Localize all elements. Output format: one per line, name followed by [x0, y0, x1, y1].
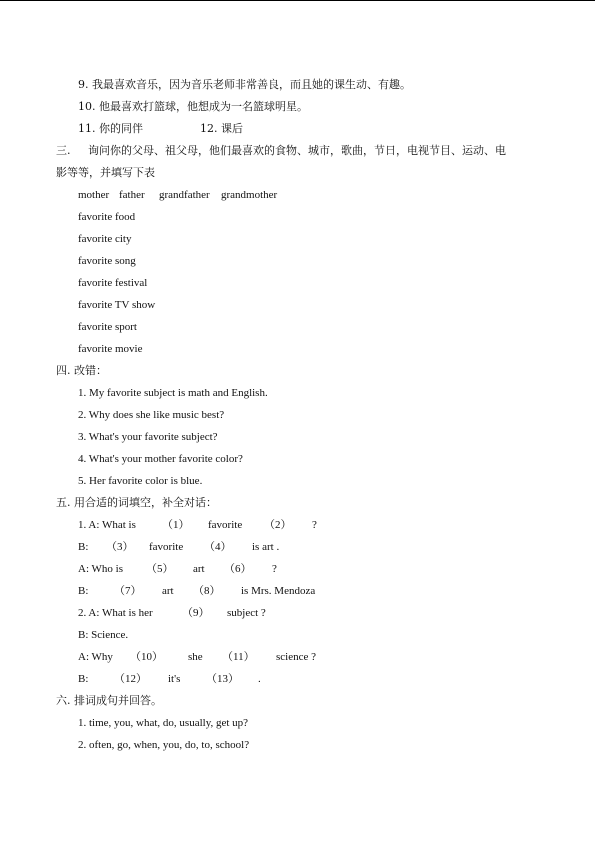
table-row: favorite movie [78, 343, 143, 355]
dialogue-text: subject ? [227, 607, 266, 619]
dialogue-text: ? [312, 519, 317, 531]
dialogue-text: is art . [252, 541, 280, 553]
table-row: favorite city [78, 233, 132, 245]
list-item: 3. What's your favorite subject? [78, 431, 218, 443]
dialogue-text: art [193, 563, 205, 575]
list-item: 2. Why does she like music best? [78, 409, 225, 421]
vocab-item-12: 12. 课后 [200, 122, 243, 135]
list-item: 2. often, go, when, you, do, to, school? [78, 739, 250, 751]
dialogue-line: B: Science. [78, 629, 129, 641]
dialogue-text: favorite [208, 519, 243, 531]
blank-2: （2） [264, 519, 292, 531]
vocab-line-9: 9. 我最喜欢音乐，因为音乐老师非常善良，而且她的课生动、有趣。 [78, 78, 411, 91]
section-5-title: 五. 用合适的词填空，补全对话： [56, 496, 217, 509]
dialogue-text: B: [78, 541, 89, 553]
header-grandfather: grandfather [159, 189, 210, 201]
dialogue-text: art [162, 585, 174, 597]
blank-12: （12） [114, 673, 147, 685]
page-top-border [0, 0, 595, 1]
table-row: favorite festival [78, 277, 148, 289]
table-row: favorite song [78, 255, 136, 267]
dialogue-text: she [188, 651, 203, 663]
dialogue-text: is Mrs. Mendoza [241, 585, 316, 597]
blank-13: （13） [206, 673, 239, 685]
dialogue-text: favorite [149, 541, 184, 553]
dialogue-text: 1. A: What is [78, 519, 136, 531]
dialogue-text: ? [272, 563, 277, 575]
blank-10: （10） [130, 651, 163, 663]
blank-7: （7） [114, 585, 142, 597]
dialogue-text: 2. A: What is her [78, 607, 153, 619]
header-grandmother: grandmother [221, 189, 278, 201]
header-mother: mother [78, 189, 110, 201]
dialogue-text: A: Who is [78, 563, 124, 575]
header-father: father [119, 189, 145, 201]
list-item: 4. What's your mother favorite color? [78, 453, 243, 465]
dialogue-text: . [258, 673, 261, 685]
section-6-title: 六. 排词成句并回答。 [56, 694, 162, 707]
dialogue-text: B: [78, 673, 89, 685]
table-row: favorite TV show [78, 299, 156, 311]
blank-1: （1） [162, 519, 190, 531]
table-row: favorite food [78, 211, 136, 223]
vocab-line-10: 10. 他最喜欢打篮球，他想成为一名篮球明星。 [78, 100, 308, 113]
table-row: favorite sport [78, 321, 137, 333]
blank-6: （6） [224, 563, 252, 575]
list-item: 5. Her favorite color is blue. [78, 475, 203, 487]
dialogue-text: science ? [276, 651, 316, 663]
section-3-number: 三. [56, 144, 71, 157]
section-3-title-text: 询问你的父母、祖父母，他们最喜欢的食物、城市，歌曲，节日，电视节目、运动、电 [88, 144, 506, 157]
vocab-item-11: 11. 你的同伴 [78, 122, 143, 135]
dialogue-text: A: Why [78, 651, 113, 663]
dialogue-text: it's [168, 673, 181, 685]
blank-9: （9） [182, 607, 210, 619]
section-3-title-cont: 影等等，并填写下表 [56, 166, 155, 179]
list-item: 1. time, you, what, do, usually, get up? [78, 717, 249, 729]
blank-8: （8） [193, 585, 221, 597]
dialogue-text: B: [78, 585, 89, 597]
blank-5: （5） [146, 563, 174, 575]
section-4-title: 四. 改错： [56, 364, 107, 377]
blank-3: （3） [106, 541, 134, 553]
blank-4: （4） [204, 541, 232, 553]
list-item: 1. My favorite subject is math and English. [78, 387, 268, 399]
blank-11: （11） [222, 651, 255, 663]
